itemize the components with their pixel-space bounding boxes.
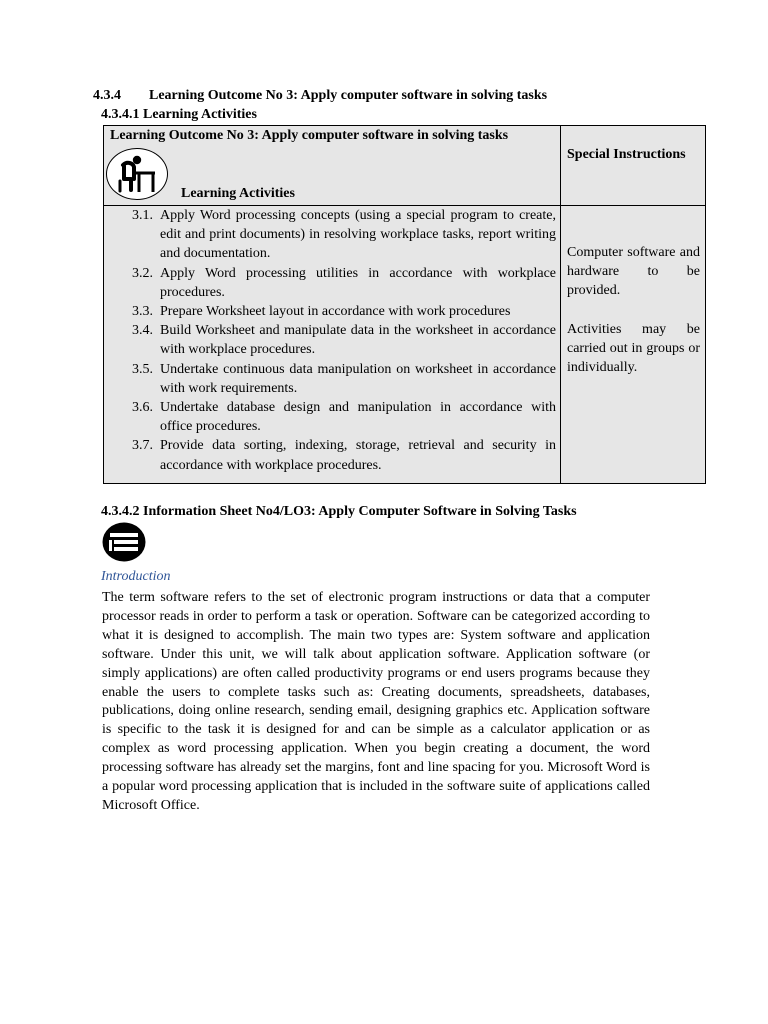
section-title: Learning Outcome No 3: Apply computer software in solving tasks [149,88,548,103]
list-item: 3.2. Apply Word processing utilities in accordance with workplace procedures. [132,265,556,300]
list-item: 3.7. Provide data sorting, indexing, storage, retrieval and security in accordance with workplace procedures. [132,438,556,473]
subsection-heading: 4.3.4.1 Learning Activities [101,107,257,122]
special-instructions [567,243,700,397]
instruction-paragraph: Activities may be carried out in groups or individually. [567,321,700,376]
list-item: 3.4. Build Worksheet and manipulate data in the worksheet in accordance with workplace procedures. [132,323,556,358]
learning-activities-label: Learning Activities [181,186,295,201]
section-heading [93,88,547,104]
introduction-paragraph: The term software refers to the set of electronic program instructions or data that a computer processor reads in order to perform a task or operation. Software can be categorized according to what it is designed to accomplish. The main two types are: System software and application software. Under this unit, we will talk about application software. Application software (or simply applications) are often called productivity programs or end users programs because they enable the users to complete tasks such as: Creating documents, spreadsheets, databases, publications, doing online research, sending email, designing graphics etc. Application software is specific to the task it is designed for and can be simple as a calculator application or as complex as word processing application. When you begin creating a document, the word processing software has already set the margins, font and line spacing for you. Microsoft Word is a popular word processing application that is included in the software suite of applications called Microsoft Office. [102,590,650,813]
section-number: 4.3.4 [93,88,121,103]
activities-list [104,206,560,475]
instruction-paragraph: Computer software and hardware to be provided. [567,245,700,299]
table-header-title: Learning Outcome No 3: Apply computer software in solving tasks [110,128,509,143]
list-circle-icon [102,522,146,562]
list-item: 3.1. Apply Word processing concepts (using a special program to create, edit and print documents) in resolving workplace tasks, report writing and documentation. [132,208,556,262]
column-divider [560,126,561,483]
list-item: 3.6. Undertake database design and manipulation in accordance with office procedures. [132,400,556,435]
person-at-desk-icon [106,148,168,200]
introduction-heading: Introduction [101,569,171,584]
special-instructions-label: Special Instructions [567,147,686,162]
info-sheet-heading: 4.3.4.2 Information Sheet No4/LO3: Apply Computer Software in Solving Tasks [101,504,577,519]
list-item: 3.5. Undertake continuous data manipulation on worksheet in accordance with work requirements. [132,361,556,396]
learning-activities-table [103,125,706,484]
list-item: 3.3. Prepare Worksheet layout in accordance with work procedures [132,304,511,320]
